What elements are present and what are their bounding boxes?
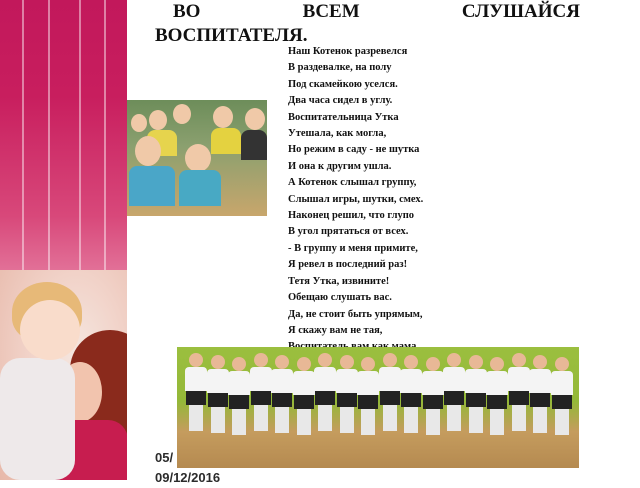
poem-line: - В группу и меня примите, — [288, 242, 418, 254]
poem-line: Тетя Утка, извините! — [288, 275, 390, 287]
child-figure — [529, 355, 551, 433]
title-word: ВСЕМ — [302, 1, 360, 22]
children-lineup-photo — [177, 347, 579, 468]
children-group-photo — [127, 100, 267, 216]
slide-date — [155, 448, 220, 488]
title-word: СЛУШАЙСЯ — [461, 1, 580, 22]
title-line-2: ВОСПИТАТЕЛЯ. — [155, 25, 308, 46]
poem-line: Слышал игры, шутки, смех. — [288, 193, 424, 205]
poem-line: Под скамейкою уселся. — [288, 78, 398, 90]
child-figure — [551, 357, 573, 435]
poem-line: Наконец решил, что глупо — [288, 210, 415, 222]
child-figure — [486, 357, 508, 435]
poem-line: Обещаю слушать вас. — [288, 292, 392, 304]
child-figure — [465, 355, 487, 433]
mother-and-child-photo — [0, 270, 127, 480]
child-figure — [336, 355, 358, 433]
poem-line: А Котенок слышал группу, — [288, 177, 417, 189]
child-figure — [228, 357, 250, 435]
child-figure — [293, 357, 315, 435]
title-word: ВО — [173, 1, 201, 22]
date-line: 05/ — [155, 450, 174, 465]
poem-line: Да, не стоит быть упрямым, — [288, 308, 423, 320]
child-figure — [250, 353, 272, 431]
child-figure — [400, 355, 422, 433]
poem-line: Но режим в саду - не шутка — [288, 144, 420, 156]
child-figure — [271, 355, 293, 433]
child-figure — [508, 353, 530, 431]
child-figure — [314, 353, 336, 431]
poem-line: В раздевалке, на полу — [288, 62, 392, 74]
child-figure — [357, 357, 379, 435]
poem-line: Я ревел в последний раз! — [288, 259, 408, 271]
poem-line: Наш Котенок разревелся — [288, 46, 408, 57]
child-figure — [379, 353, 401, 431]
slide-title — [155, 0, 580, 48]
poem-line: Я скажу вам не тая, — [288, 324, 383, 336]
child-figure — [207, 355, 229, 433]
poem-line: Воспитательница Утка — [288, 111, 399, 123]
child-figure — [185, 353, 207, 431]
poem-line: В угол прятаться от всех. — [288, 226, 409, 238]
child-figure — [443, 353, 465, 431]
poem-line: И она к другим ушла. — [288, 160, 392, 172]
child-figure — [422, 357, 444, 435]
poem-text — [288, 44, 468, 372]
poem-line: Утешала, как могла, — [288, 128, 387, 140]
poem-line: Два часа сидел в углу. — [288, 95, 393, 107]
left-decorative-band — [0, 0, 127, 480]
date-line: 09/12/2016 — [155, 470, 221, 485]
